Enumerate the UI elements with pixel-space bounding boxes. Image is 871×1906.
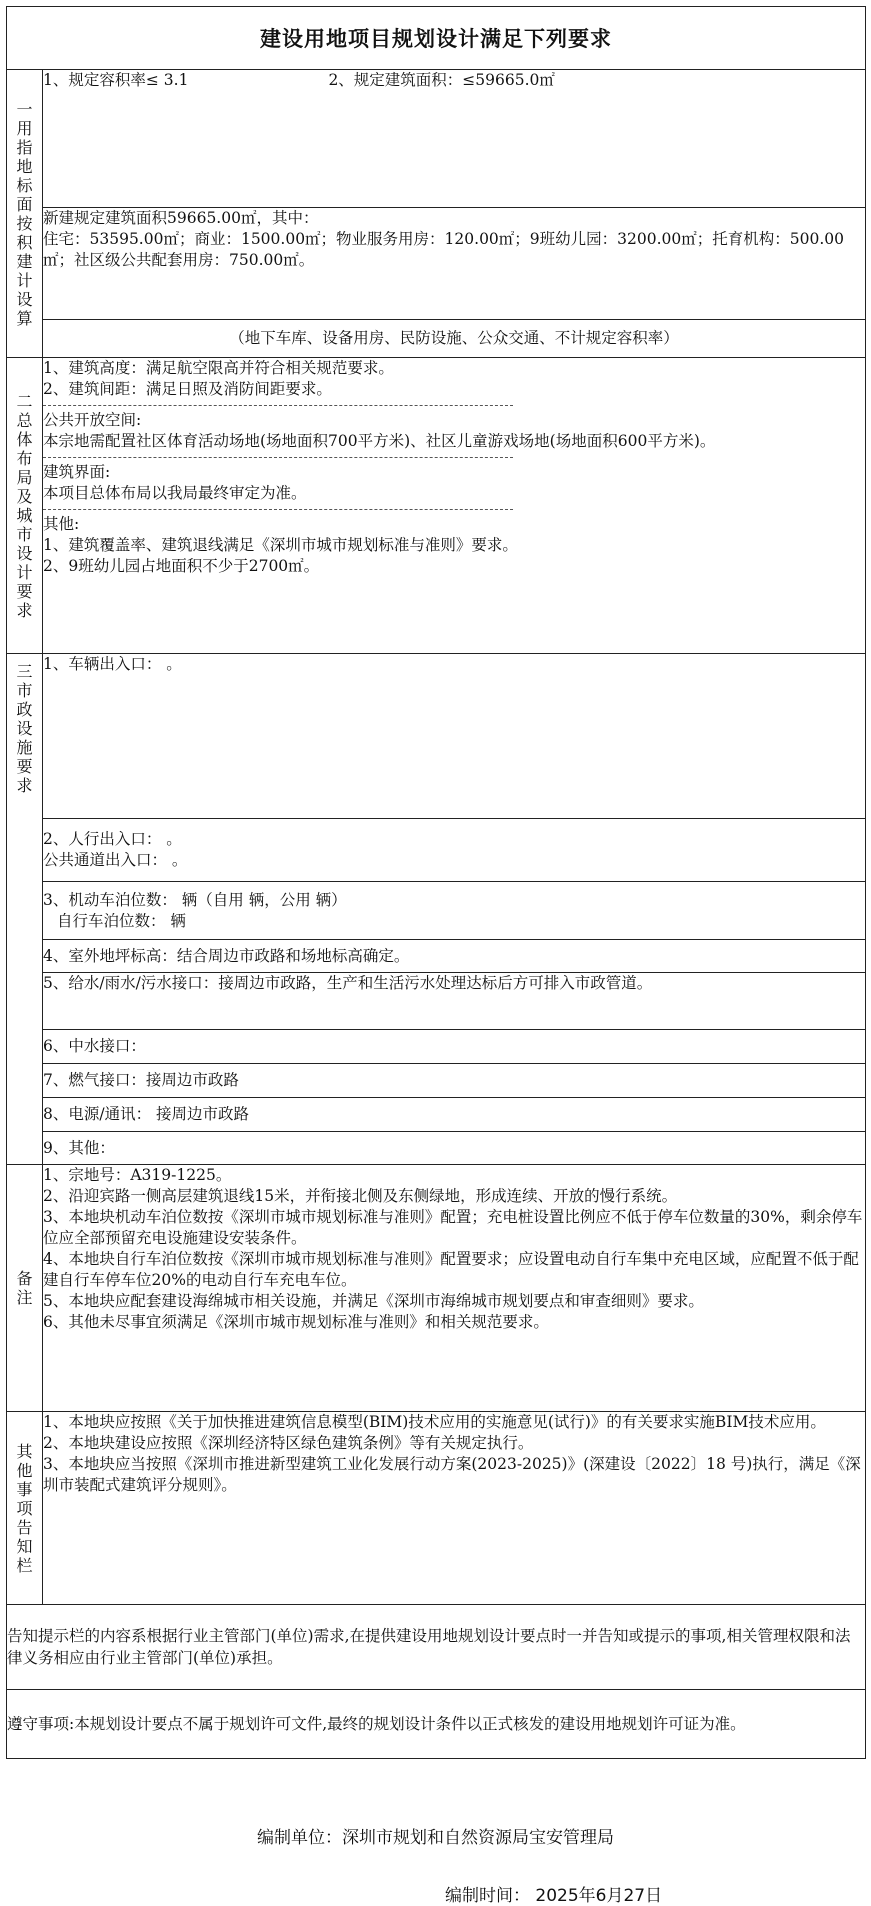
motor-parking: 3、机动车泊位数： 辆（自用 辆，公用 辆） xyxy=(43,890,347,909)
remarks-cell xyxy=(43,1165,866,1412)
dashed-divider xyxy=(43,457,513,458)
remark-item: 3、本地块机动车泊位数按《深圳市城市规划标准与准则》配置；充电桩设置比例应不低于停车位数量的30%，剩余停车位应全部预留充电设施建设安装条件。 xyxy=(43,1208,863,1247)
other-items-cell xyxy=(43,1412,866,1605)
vehicle-entry-cell: 1、车辆出入口： 。 xyxy=(43,654,866,819)
ground-elevation-cell: 4、室外地坪标高：结合周边市政路和场地标高确定。 xyxy=(43,940,866,973)
layout-requirements-cell xyxy=(43,358,866,654)
other-item: 1、本地块应按照《关于加快推进建筑信息模型(BIM)技术应用的实施意见(试行)》的有关要求实施BIM技术应用。 xyxy=(43,1413,826,1431)
pedestrian-entry-cell xyxy=(43,819,866,882)
remark-item: 5、本地块应配套建设海绵城市相关设施，并满足《深圳市海绵城市规划要点和审查细则》要求。 xyxy=(43,1292,704,1310)
open-space-text: 本宗地需配置社区体育活动场地(场地面积700平方米)、社区儿童游戏场地(场地面积600平方米)。 xyxy=(43,432,716,450)
far-area-cell xyxy=(43,70,866,208)
gas-connection-cell: 7、燃气接口：接周边市政路 xyxy=(43,1064,866,1098)
section-remarks-label: 备注 xyxy=(7,1165,43,1412)
dashed-divider xyxy=(43,405,513,406)
compiling-date: 编制时间： 2025年6月27日 xyxy=(445,1886,663,1906)
dashed-divider xyxy=(43,509,513,510)
requirements-table xyxy=(6,6,866,1759)
area-breakdown-cell xyxy=(43,208,866,320)
power-telecom-cell: 8、电源/通讯： 接周边市政路 xyxy=(43,1098,866,1132)
notice-text: 告知提示栏的内容系根据行业主管部门(单位)需求,在提供建设用地规划设计要点时一并告知或提示的事项,相关管理权限和法律义务相应由行业主管部门(单位)承担。 xyxy=(7,1605,866,1690)
breakdown-intro: 新建规定建筑面积59665.00㎡，其中： xyxy=(43,209,319,227)
far-exclusion-note: （地下车库、设备用房、民防设施、公众交通、不计规定容积率） xyxy=(43,320,866,358)
breakdown-detail: 住宅：53595.00㎡；商业：1500.00㎡；物业服务用房：120.00㎡；9班幼儿园：3200.00㎡；托育机构：500.00㎡；社区级公共配套用房：750.00㎡。 xyxy=(43,230,844,269)
interface-title: 建筑界面: xyxy=(43,463,111,481)
municipal-other-cell: 9、其他： xyxy=(43,1132,866,1165)
reclaimed-water-cell: 6、中水接口： xyxy=(43,1030,866,1064)
section-layout-label: 二总体布局及城市设计要求 xyxy=(7,358,43,654)
far-limit: 1、规定容积率≤ 3.1 xyxy=(43,71,189,89)
interface-text: 本项目总体布局以我局最终审定为准。 xyxy=(43,484,307,502)
compliance-text: 遵守事项:本规划设计要点不属于规划许可文件,最终的规划设计条件以正式核发的建设用地规划许可证为准。 xyxy=(7,1690,866,1759)
remark-item: 4、本地块自行车泊位数按《深圳市城市规划标准与准则》配置要求；应设置电动自行车集中充电区域，应配置不低于配建自行车停车位20%的电动自行车充电车位。 xyxy=(43,1250,859,1289)
section-municipal-label: 三市政设施要求 xyxy=(7,654,43,1165)
pedestrian-entry: 2、人行出入口： 。 xyxy=(43,830,182,848)
compiling-unit: 编制单位：深圳市规划和自然资源局宝安管理局 xyxy=(257,1828,614,1848)
other-req-1: 1、建筑覆盖率、建筑退线满足《深圳市城市规划标准与准则》要求。 xyxy=(43,536,518,554)
other-title: 其他: xyxy=(43,515,80,533)
section-other-label: 其他事项告知栏 xyxy=(7,1412,43,1605)
document-title: 建设用地项目规划设计满足下列要求 xyxy=(7,7,866,70)
remark-item: 2、沿迎宾路一侧高层建筑退线15米，并衔接北侧及东侧绿地，形成连续、开放的慢行系统。 xyxy=(43,1187,678,1205)
open-space-title: 公共开放空间: xyxy=(43,411,142,429)
remark-item: 1、宗地号：A319-1225。 xyxy=(43,1166,232,1184)
other-item: 3、本地块应当按照《深圳市推进新型建筑工业化发展行动方案(2023-2025)》(深建设〔2022〕18 号)执行，满足《深圳市装配式建筑评分规则》。 xyxy=(43,1455,861,1494)
building-height-req: 1、建筑高度：满足航空限高并符合相关规范要求。 xyxy=(43,359,394,377)
remark-item: 6、其他未尽事宜须满足《深圳市城市规划标准与准则》和相关规范要求。 xyxy=(43,1313,549,1331)
parking-cell xyxy=(43,882,866,940)
area-limit: 2、规定建筑面积：≤59665.0㎡ xyxy=(328,71,555,89)
building-spacing-req: 2、建筑间距：满足日照及消防间距要求。 xyxy=(43,380,332,398)
other-req-2: 2、9班幼儿园占地面积不少于2700㎡。 xyxy=(43,557,320,575)
bike-parking: 自行车泊位数： 辆 xyxy=(57,911,186,930)
water-connection-cell: 5、给水/雨水/污水接口：接周边市政路，生产和生活污水处理达标后方可排入市政管道。 xyxy=(43,973,866,1030)
other-item: 2、本地块建设应按照《深圳经济特区绿色建筑条例》等有关规定执行。 xyxy=(43,1434,534,1452)
section-land-use-label: 一用指地标面按积建计设算 xyxy=(7,70,43,358)
requirements-document xyxy=(6,6,865,1759)
public-passage-entry: 公共通道出入口： 。 xyxy=(43,851,188,869)
